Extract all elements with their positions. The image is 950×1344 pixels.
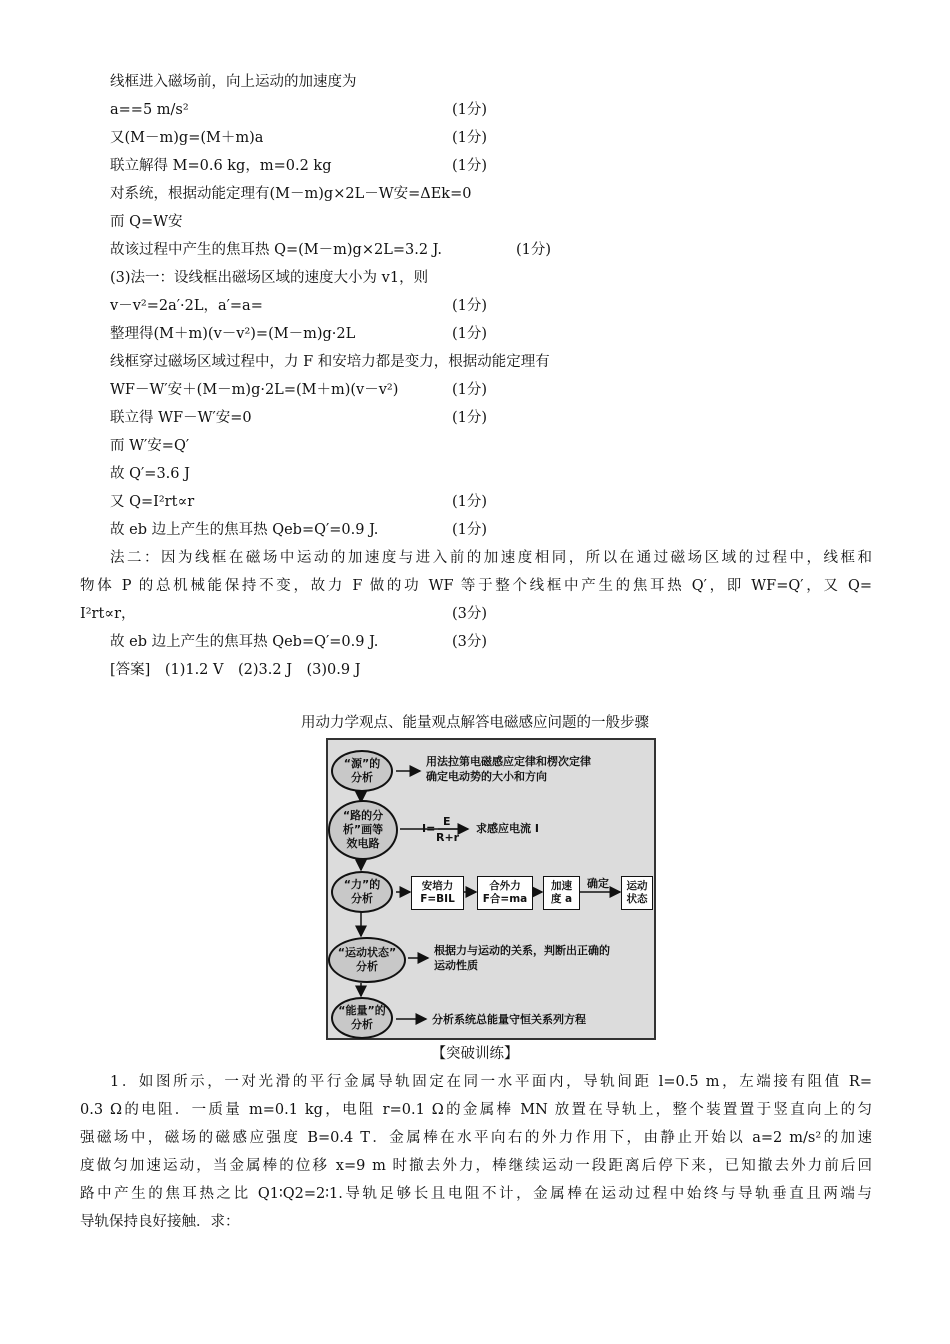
node-energy: “能量”的 分析 (331, 997, 393, 1039)
box-motion-state: 运动 状态 (621, 876, 653, 910)
node-circuit: “路的分 析”画等 效电路 (328, 800, 398, 860)
desc-motion: 根据力与运动的关系，判断出正确的 运动性质 (434, 944, 610, 972)
formula-denominator: R+r (436, 831, 460, 844)
formula-i: I= (422, 822, 436, 835)
node-source: “源”的 分析 (331, 750, 393, 792)
flow-diagram (326, 738, 656, 1040)
box-net-force: 合外力 F合=ma (477, 876, 533, 910)
formula-numerator: E (443, 815, 451, 828)
box-ampere-force: 安培力 F=BIL (411, 876, 464, 910)
box-acceleration: 加速 度 a (543, 876, 580, 910)
desc-source: 用法拉第电磁感应定律和楞次定律 确定电动势的大小和方向 (426, 755, 591, 783)
desc-energy: 分析系统总能量守恒关系列方程 (432, 1013, 586, 1026)
node-motion: “运动状态” 分析 (328, 937, 406, 983)
node-force: “力”的 分析 (331, 871, 393, 913)
label-determine: 确定 (587, 877, 609, 890)
desc-current: 求感应电流 I (476, 822, 539, 835)
